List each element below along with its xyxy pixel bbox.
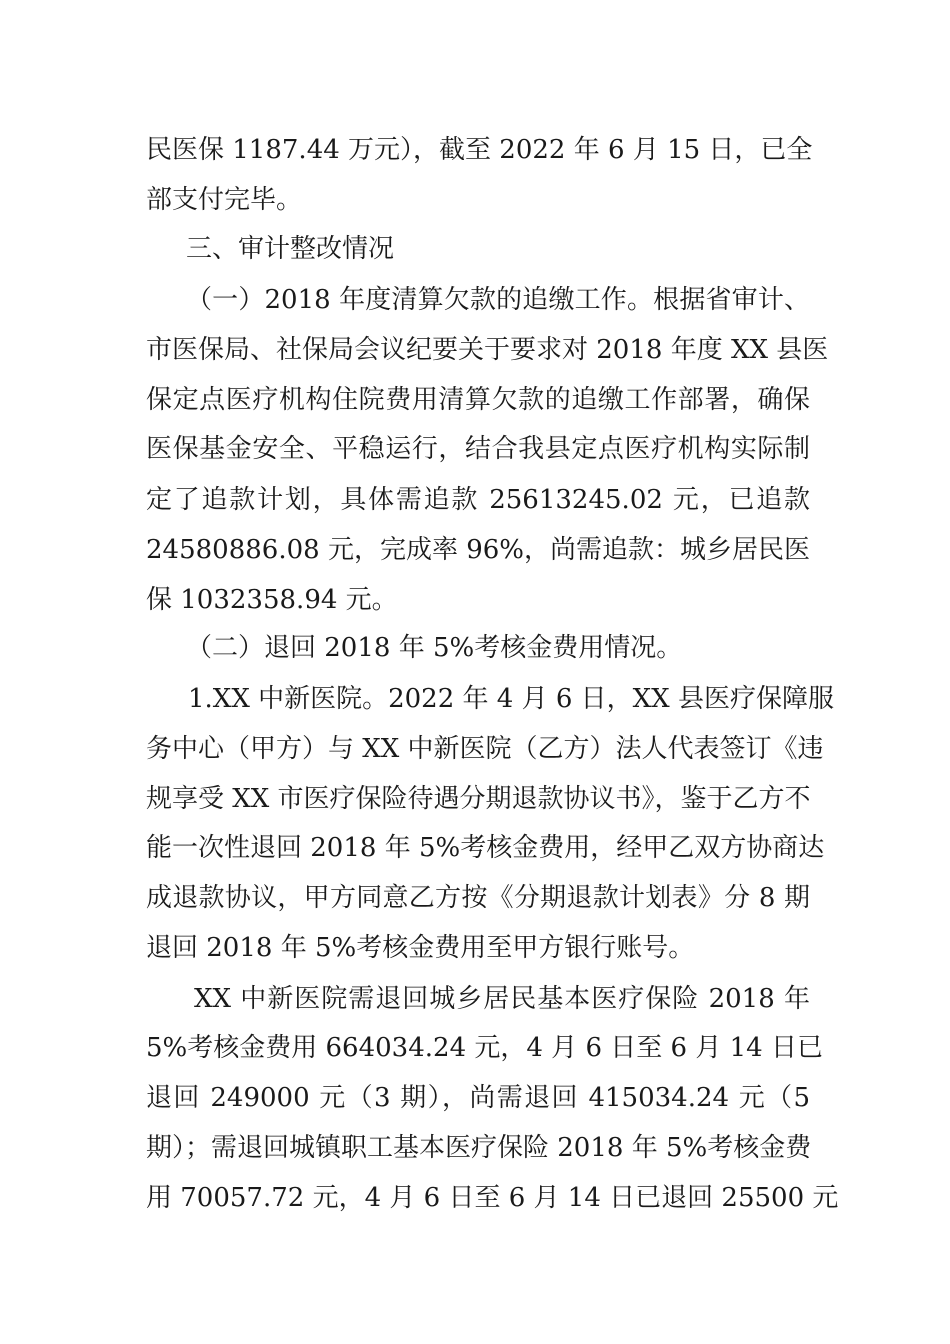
text-line: 医保基金安全、平稳运行，结合我县定点医疗机构实际制 [146,434,810,464]
text-line: 成退款协议，甲方同意乙方按《分期退款计划表》分 8 期 [146,883,810,913]
text-line: XX 中新医院需退回城乡居民基本医疗保险 2018 年 [194,984,810,1014]
text-line: 期）；需退回城镇职工基本医疗保险 2018 年 5%考核金费 [146,1133,812,1163]
text-line: 能一次性退回 2018 年 5%考核金费用，经甲乙双方协商达 [146,833,825,863]
text-line: 24580886.08 元，完成率 96%，尚需追款：城乡居民医 [146,535,811,565]
text-line: 定了追款计划，具体需追款 25613245.02 元，已追款 [146,485,810,515]
text-line: 务中心（甲方）与 XX 中新医院（乙方）法人代表签订《违 [146,734,824,764]
text-line: 5%考核金费用 664034.24 元，4 月 6 日至 6 月 14 日已 [146,1033,823,1063]
text-line: 退回 249000 元（3 期），尚需退回 415034.24 元（5 [146,1083,810,1113]
text-line: 部支付完毕。 [146,185,303,215]
text-line: 1.XX 中新医院。2022 年 4 月 6 日，XX 县医疗保障服 [188,684,834,714]
text-line: 市医保局、社保局会议纪要关于要求对 2018 年度 XX 县医 [146,335,829,365]
text-line: 民医保 1187.44 万元），截至 2022 年 6 月 15 日，已全 [146,135,813,165]
text-line: 用 70057.72 元，4 月 6 日至 6 月 14 日已退回 25500 元 [146,1183,839,1213]
text-line: 规享受 XX 市医疗保险待遇分期退款协议书》，鉴于乙方不 [146,784,811,814]
text-line: 保定点医疗机构住院费用清算欠款的追缴工作部署，确保 [146,385,810,415]
section-heading: 三、审计整改情况 [186,234,395,264]
text-line: （一）2018 年度清算欠款的追缴工作。根据省审计、 [186,285,810,315]
text-line: 保 1032358.94 元。 [146,585,398,615]
text-line: 退回 2018 年 5%考核金费用至甲方银行账号。 [146,933,695,963]
subsection-heading: （二）退回 2018 年 5%考核金费用情况。 [186,633,683,663]
